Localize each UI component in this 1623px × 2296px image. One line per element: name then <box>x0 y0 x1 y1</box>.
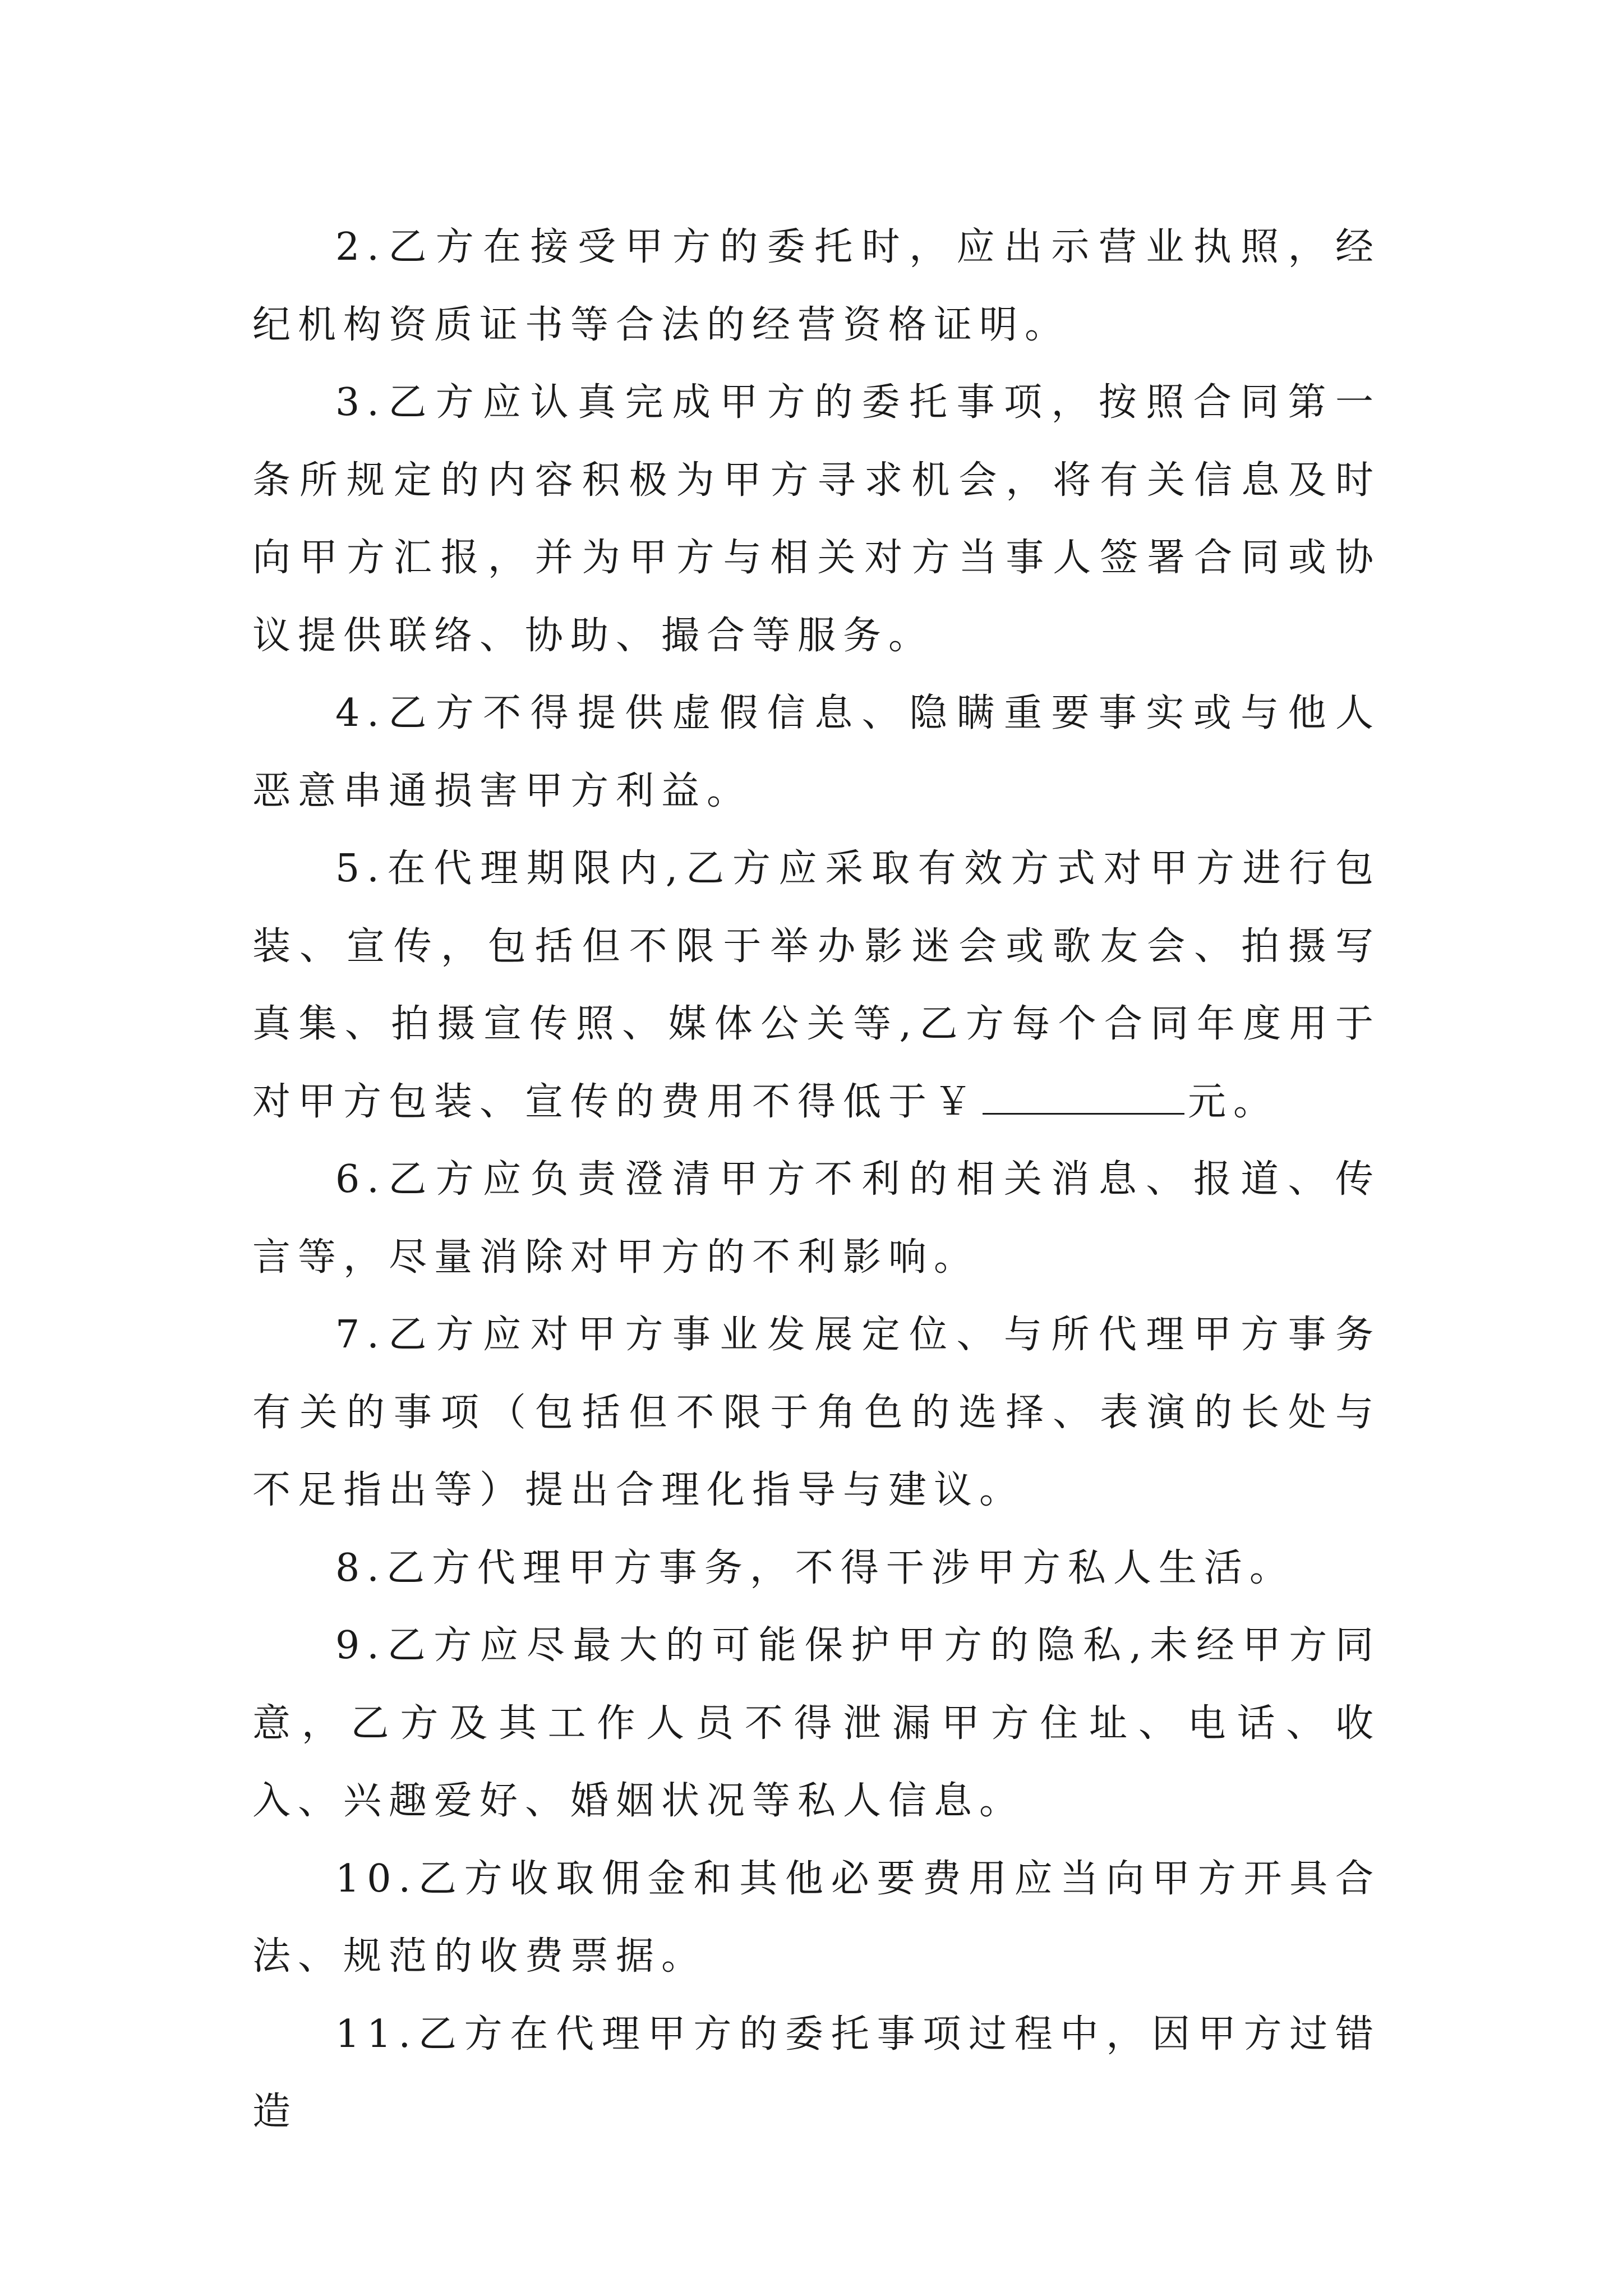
clause-5-suffix: 元。 <box>1188 1079 1279 1124</box>
clause-7: 7.乙方应对甲方事业发展定位、与所代理甲方事务有关的事项（包括但不限于角色的选择、表演的长处与不足指出等）提出合理化指导与建议。 <box>252 1313 1381 1512</box>
clause-11: 11.乙方在代理甲方的委托事项过程中，因甲方过错造 <box>252 2012 1381 2134</box>
clause-8: 8.乙方代理甲方事务，不得干涉甲方私人生活。 <box>335 1545 1295 1590</box>
clause-6: 6.乙方应负责澄清甲方不利的相关消息、报道、传言等，尽量消除对甲方的不利影响。 <box>252 1157 1381 1280</box>
contract-text <box>252 209 1381 2151</box>
clause-3: 3.乙方应认真完成甲方的委托事项，按照合同第一条所规定的内容积极为甲方寻求机会，将有关信息及时向甲方汇报，并为甲方与相关对方当事人签署合同或协议提供联络、协助、撮合等服务。 <box>252 380 1381 658</box>
clause-5-text: 5.在代理期限内,乙方应采取有效方式对甲方进行包装、宣传，包括但不限于举办影迷会或歌友会、拍摄写真集、拍摄宣传照、媒体公关等,乙方每个合同年度用于对甲方包装、宣传的费用不得低于￥ <box>252 846 1381 1124</box>
clause-10: 10.乙方收取佣金和其他必要费用应当向甲方开具合法、规范的收费票据。 <box>252 1856 1381 1978</box>
amount-blank <box>983 1113 1184 1115</box>
clause-2: 2.乙方在接受甲方的委托时，应出示营业执照，经纪机构资质证书等合法的经营资格证明。 <box>252 225 1381 347</box>
clause-5 <box>252 830 1381 1141</box>
clause-9: 9.乙方应尽最大的可能保护甲方的隐私,未经甲方同意，乙方及其工作人员不得泄漏甲方住址、电话、收入、兴趣爱好、婚姻状况等私人信息。 <box>252 1623 1381 1823</box>
clause-4: 4.乙方不得提供虚假信息、隐瞒重要事实或与他人恶意串通损害甲方利益。 <box>252 691 1381 813</box>
